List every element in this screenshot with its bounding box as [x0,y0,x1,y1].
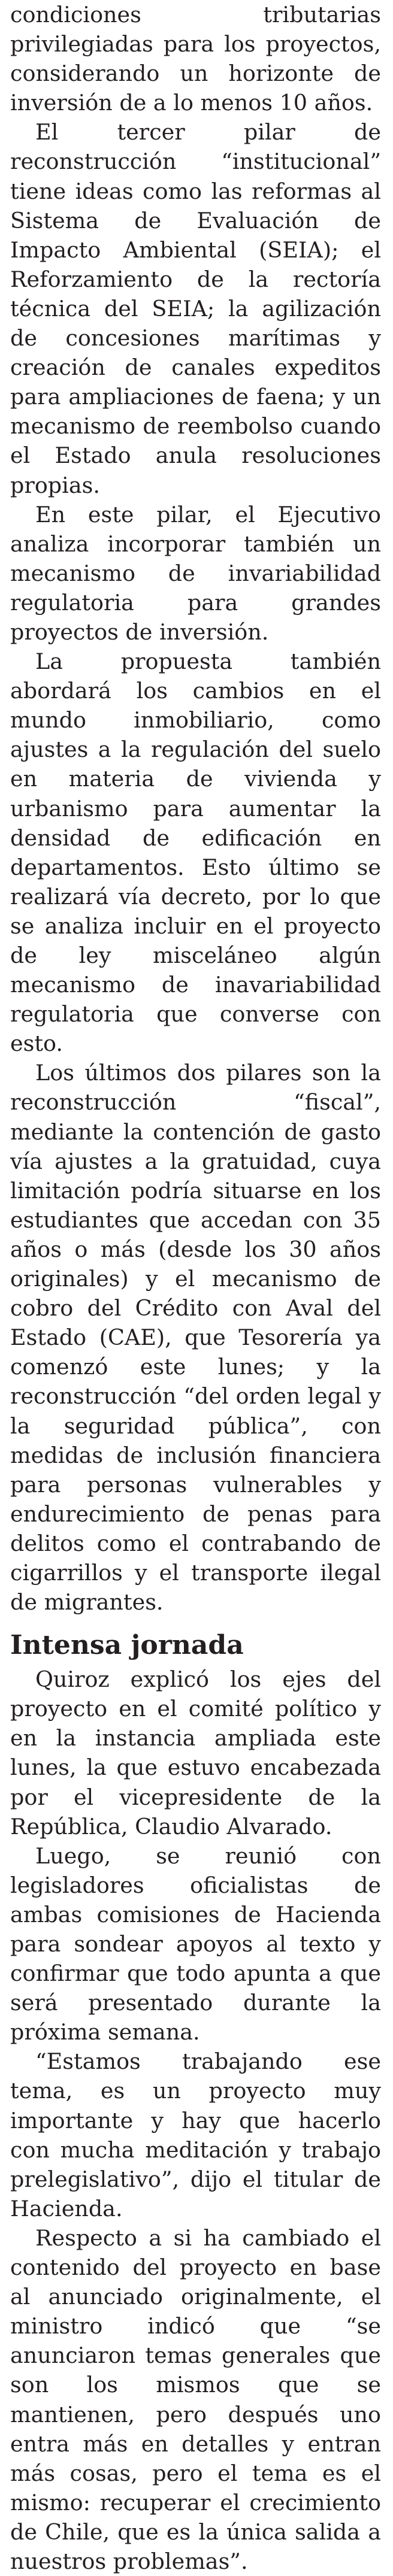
article-column [10,0,381,2576]
article-paragraph: Quiroz explicó los ejes del proyecto en el comité político y en la instancia ampliada este lunes, la que estuvo encabezada por el vicepresidente de la República, Claudio Alvarado. [10,1666,381,1839]
article-paragraph: Los últimos dos pilares son la reconstrucción “fiscal”, mediante la contención de gasto vía ajustes a la gratuidad, cuya limitación podría situarse en los estudiantes que accedan con 35 años o más (desde los 30 años originales) y el mecanismo de cobro del Crédito con Aval del Estado (CAE), que Tesorería ya comenzó este lunes; y la reconstrucción “del orden legal y la seguridad pública”, con medidas de inclusión financiera para personas vulnerables y endurecimiento de penas para delitos como el contrabando de cigarrillos y el transporte ilegal de migrantes. [10,1060,381,1616]
article-paragraph: En este pilar, el Ejecutivo analiza incorporar también un mecanismo de invariabilidad regulatoria para grandes proyectos de inversión. [10,501,381,645]
article-paragraph: La propuesta también abordará los cambios en el mundo inmobiliario, como ajustes a la regulación del suelo en materia de vivienda y urbanismo para aumentar la densidad de edificación en departamentos. Esto último se realizará vía decreto, por lo que se analiza incluir en el proyecto de ley misceláneo algún mecanismo de inavariabilidad regulatoria que converse con esto. [10,648,381,1057]
article-paragraph: “Estamos trabajando ese tema, es un proyecto muy importante y hay que hacerlo con mucha meditación y trabajo prelegislativo”, dijo el titular de Hacienda. [10,2048,381,2222]
article-paragraph: condiciones tributarias privilegiadas para los proyectos, considerando un horizonte de inversión de a lo menos 10 años. [10,2,381,116]
article-paragraph: Respecto a si ha cambiado el contenido del proyecto en base al anunciado originalmente, el ministro indicó que “se anunciaron temas generales que son los mismos que se mantienen, pero después uno entra más en detalles y entran más cosas, pero el tema es el mismo: recuperar el crecimiento de Chile, que es la única salida a nuestros problemas”. [10,2225,381,2574]
section-subheading: Intensa jornada [10,1630,244,1661]
article-paragraph: Luego, se reunió con legisladores oficialistas de ambas comisiones de Hacienda para sondear apoyos al texto y confirmar que todo apunta a que será presentado durante la próxima semana. [10,1842,381,2045]
article-paragraph: El tercer pilar de reconstrucción “institucional” tiene ideas como las reformas al Sistema de Evaluación de Impacto Ambiental (SEIA); el Reforzamiento de la rectoría técnica del SEIA; la agilización de concesiones marítimas y creación de canales expeditos para ampliaciones de faena; y un mecanismo de reembolso cuando el Estado anula resoluciones propias. [10,119,381,498]
